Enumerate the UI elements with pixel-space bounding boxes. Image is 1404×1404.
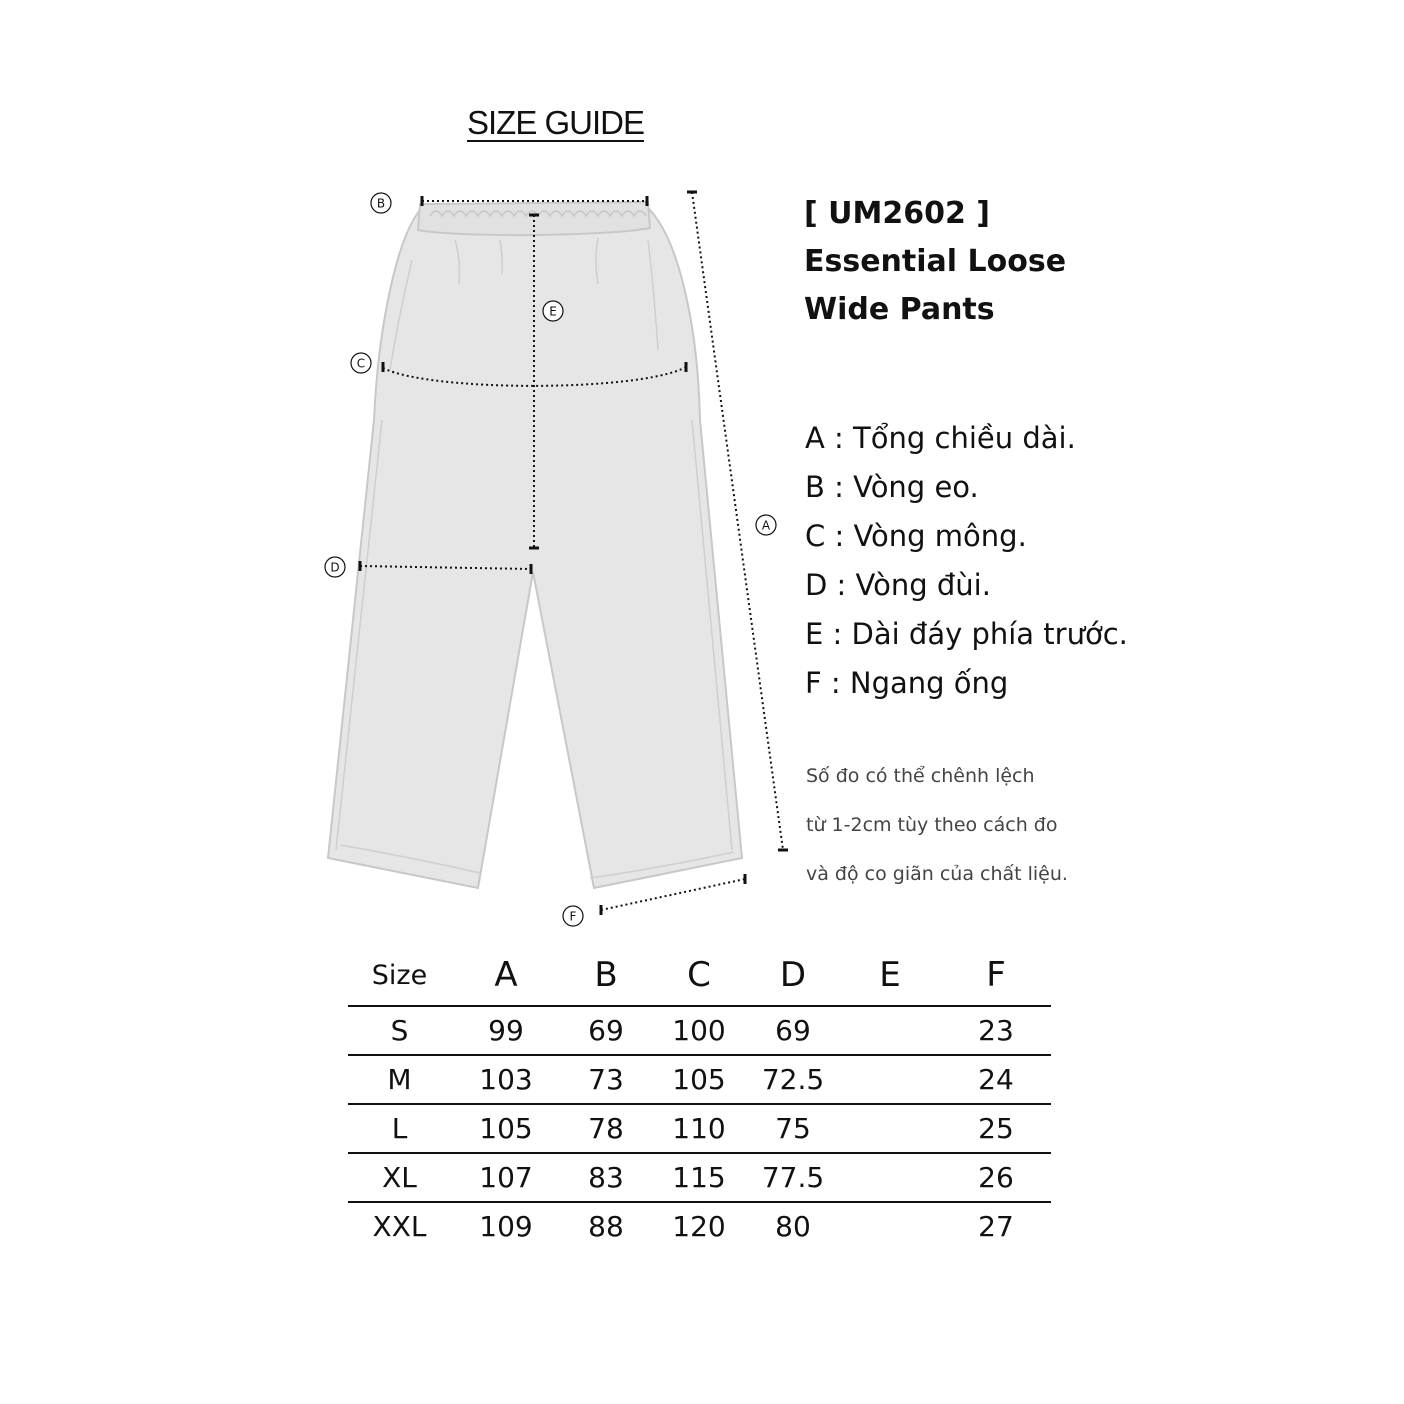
legend-item: E : Dài đáy phía trước. — [805, 617, 1128, 651]
cell-size: L — [348, 1104, 451, 1153]
product-code: [ UM2602 ] — [804, 196, 991, 231]
label-a-icon — [756, 515, 776, 535]
cell-c: 110 — [651, 1104, 747, 1153]
cell-e — [839, 1202, 941, 1250]
cell-a: 107 — [451, 1153, 561, 1202]
product-name-line2: Wide Pants — [804, 292, 995, 327]
header-f: F — [941, 945, 1051, 1006]
cell-b: 83 — [561, 1153, 651, 1202]
cell-b: 69 — [561, 1006, 651, 1055]
cell-c: 105 — [651, 1055, 747, 1104]
header-e: E — [839, 945, 941, 1006]
measurement-note — [806, 752, 1068, 899]
label-c-icon — [351, 353, 371, 373]
cell-d: 75 — [747, 1104, 839, 1153]
cell-a: 103 — [451, 1055, 561, 1104]
cell-d: 72.5 — [747, 1055, 839, 1104]
page-title: SIZE GUIDE — [467, 104, 645, 141]
svg-text:F: F — [569, 909, 577, 924]
cell-d: 77.5 — [747, 1153, 839, 1202]
cell-c: 120 — [672, 1210, 726, 1243]
table-row — [348, 1202, 1051, 1250]
label-f-icon — [563, 906, 583, 926]
cell-a: 105 — [451, 1104, 561, 1153]
measure-f — [601, 879, 745, 910]
svg-text:C: C — [356, 356, 366, 371]
cell-a: 109 — [479, 1210, 533, 1243]
svg-text:E: E — [549, 304, 557, 319]
legend-item: D : Vòng đùi. — [805, 568, 991, 602]
cell-size: XL — [348, 1153, 451, 1202]
note-line: từ 1-2cm tùy theo cách đo — [806, 814, 1058, 836]
label-e-icon — [543, 301, 563, 321]
cell-size: XXL — [372, 1210, 427, 1243]
cell-b: 73 — [561, 1055, 651, 1104]
cell-d: 69 — [747, 1006, 839, 1055]
label-b-icon — [371, 193, 391, 213]
table-header-row — [348, 945, 1051, 1006]
header-size: Size — [348, 945, 451, 1006]
cell-f: 25 — [941, 1104, 1051, 1153]
header-a: A — [451, 945, 561, 1006]
legend-item: B : Vòng eo. — [805, 470, 979, 504]
table-row — [348, 1153, 1051, 1202]
cell-c: 115 — [651, 1153, 747, 1202]
cell-b: 88 — [588, 1210, 624, 1243]
note-line: và độ co giãn của chất liệu. — [806, 863, 1068, 885]
header-b: B — [561, 945, 651, 1006]
cell-size: S — [348, 1006, 451, 1055]
cell-a: 99 — [451, 1006, 561, 1055]
cell-d: 80 — [775, 1210, 811, 1243]
cell-e — [839, 1006, 941, 1055]
svg-text:D: D — [330, 560, 340, 575]
table-row — [348, 1055, 1051, 1104]
cell-f: 27 — [978, 1210, 1014, 1243]
measurement-legend — [805, 414, 1128, 708]
legend-item: F : Ngang ống — [805, 666, 1009, 700]
note-line: Số đo có thể chênh lệch — [806, 765, 1035, 787]
table-row — [348, 1104, 1051, 1153]
cell-e — [839, 1055, 941, 1104]
label-d-icon — [325, 557, 345, 577]
cell-c: 100 — [651, 1006, 747, 1055]
cell-f: 23 — [941, 1006, 1051, 1055]
cell-f: 26 — [941, 1153, 1051, 1202]
product-name-line1: Essential Loose — [804, 244, 1067, 279]
svg-text:B: B — [376, 196, 386, 211]
svg-text:A: A — [761, 518, 771, 533]
cell-b: 78 — [561, 1104, 651, 1153]
legend-item: A : Tổng chiều dài. — [805, 421, 1076, 455]
header-c: C — [651, 945, 747, 1006]
legend-item: C : Vòng mông. — [805, 519, 1027, 553]
header-d: D — [747, 945, 839, 1006]
product-info — [804, 190, 1066, 334]
cell-size: M — [348, 1055, 451, 1104]
cell-e — [839, 1153, 941, 1202]
size-table — [348, 945, 1051, 1250]
cell-f: 24 — [941, 1055, 1051, 1104]
cell-e — [839, 1104, 941, 1153]
table-row — [348, 1006, 1051, 1055]
